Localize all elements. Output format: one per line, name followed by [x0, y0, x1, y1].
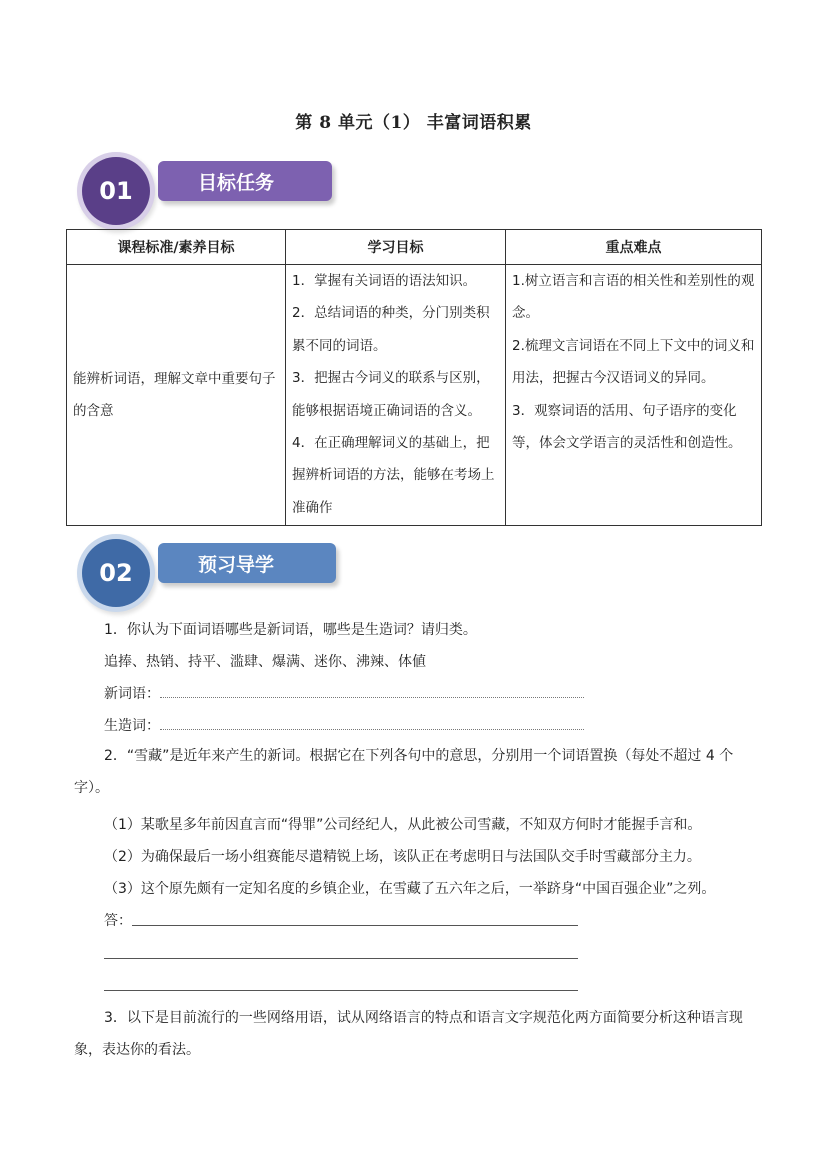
table-row: [67, 265, 762, 526]
section-label: 预习导学: [198, 554, 275, 576]
new-words-label: 新词语：: [104, 686, 160, 702]
section-number-badge: [82, 539, 150, 607]
answer-line[interactable]: [132, 925, 578, 926]
made-words-answer-line[interactable]: [160, 715, 584, 730]
question-1: 1．你认为下面词语哪些是新词语，哪些是生造词？请归类。: [104, 622, 477, 638]
keypoint-item: 3．观察词语的活用、句子语序的变化等，体会文学语言的灵活性和创造性。: [512, 402, 742, 452]
table-header: 重点难点: [506, 230, 762, 265]
new-words-answer-line[interactable]: [160, 683, 584, 698]
goals-table: [66, 229, 762, 526]
section-banner-goals: [76, 156, 346, 226]
page-title: 第 8 单元（1） 丰富词语积累: [295, 113, 532, 133]
goal-item: 4．在正确理解词义的基础上，把握辨析词语的方法，能够在考场上准确作: [292, 435, 495, 516]
goal-item: 1．掌握有关词语的语法知识。: [292, 273, 477, 289]
section-banner-preview: [76, 538, 346, 608]
answer-line[interactable]: [104, 990, 578, 991]
question-3: 3．以下是目前流行的一些网络用语，试从网络语言的特点和语言文字规范化两方面简要分析这种语言现象，表达你的看法。: [74, 1010, 743, 1058]
standard-text: 能辨析词语，理解文章中重要句子的含意: [73, 370, 276, 419]
made-words-label: 生造词：: [104, 718, 160, 734]
section-label-pill: [158, 543, 336, 583]
keypoint-item: 1.树立语言和言语的相关性和差别性的观念。: [512, 273, 755, 322]
table-cell-standard: [67, 265, 286, 526]
sentence-3: （3）这个原先颇有一定知名度的乡镇企业，在雪藏了五六年之后，一举跻身“中国百强企业”之列。: [104, 881, 716, 897]
section-label-pill: [158, 161, 332, 201]
sentence-1: （1）某歌星多年前因直言而“得罪”公司经纪人，从此被公司雪藏，不知双方何时才能握手言和。: [104, 817, 702, 833]
keypoint-item: 2.梳理文言词语在不同上下文中的词义和用法，把握古今汉语词义的异同。: [512, 337, 755, 387]
table-header: 学习目标: [286, 230, 506, 265]
answer-line[interactable]: [104, 958, 578, 959]
goal-item: 3．把握古今词义的联系与区别，能够根据语境正确词语的含义。: [292, 370, 490, 419]
question-2: 2．“雪藏”是近年来产生的新词。根据它在下列各句中的意思，分别用一个词语置换（每处不超过 4 个字）。: [74, 748, 734, 796]
sentence-2: （2）为确保最后一场小组赛能尽遣精锐上场，该队正在考虑明日与法国队交手时雪藏部分主力。: [104, 849, 701, 865]
goal-item: 2．总结词语的种类，分门别类积累不同的词语。: [292, 305, 490, 354]
new-words-row: [104, 683, 584, 703]
answer-label: 答：: [104, 913, 132, 929]
table-cell-goals: [286, 265, 506, 526]
section-number-badge: [82, 157, 150, 225]
section-number: 01: [99, 177, 133, 205]
word-list: 追捧、热销、持平、滥肆、爆满、迷你、沸辣、体値: [104, 654, 426, 670]
made-words-row: [104, 715, 584, 735]
section-label: 目标任务: [198, 172, 275, 194]
section-number: 02: [99, 559, 133, 587]
table-header-row: [67, 230, 762, 265]
table-cell-keypoints: [506, 265, 762, 526]
table-header: 课程标准/素养目标: [67, 230, 286, 265]
